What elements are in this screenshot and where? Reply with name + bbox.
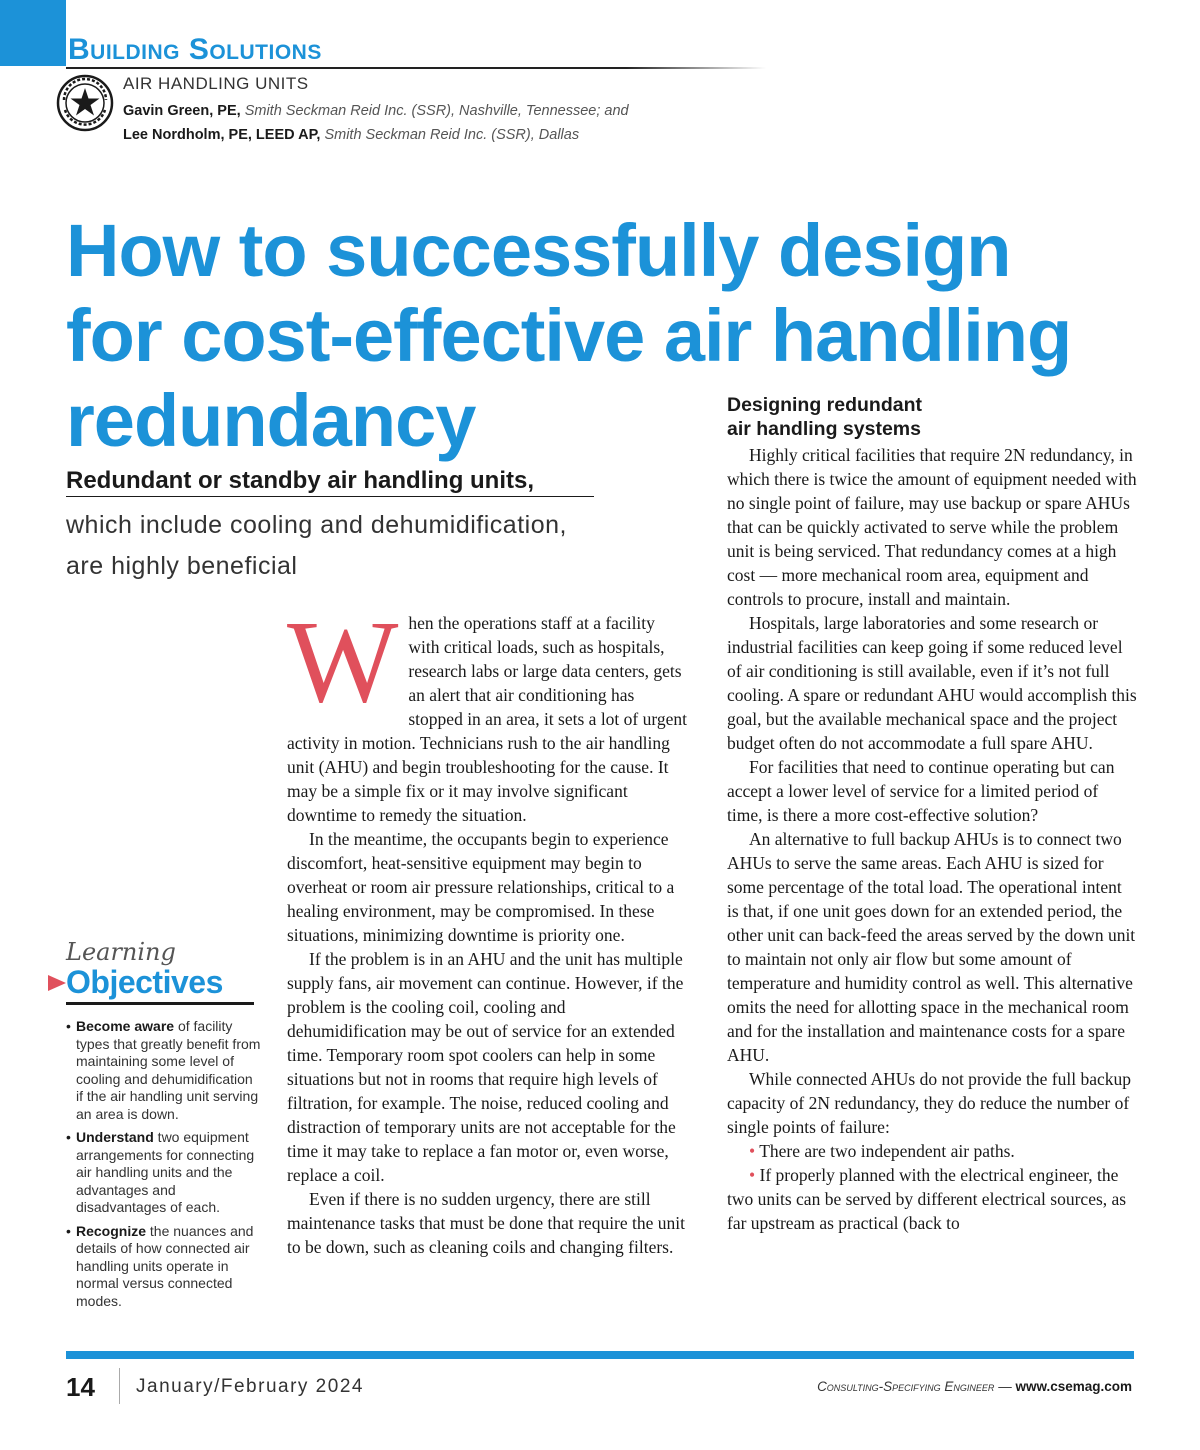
objective-text: the nuances and details of how connected air handling units operate in normal versus connected modes. bbox=[76, 1222, 254, 1309]
issue-date: January/February 2024 bbox=[136, 1376, 364, 1397]
objectives-title: Objectives bbox=[66, 964, 223, 1000]
author-name: Lee Nordholm, PE, LEED AP, bbox=[123, 127, 321, 143]
bullet-item bbox=[727, 1163, 1137, 1235]
body-paragraph: Even if there is no sudden urgency, there are still maintenance tasks that must be done that require the unit to be down, such as cleaning coils and changing filters. bbox=[287, 1189, 686, 1257]
bullet-dot-icon: • bbox=[749, 1141, 756, 1161]
subheading-line: Designing redundant bbox=[727, 394, 922, 416]
objective-lead: Become aware bbox=[76, 1018, 175, 1034]
bullet-text: There are two independent air paths. bbox=[759, 1141, 1015, 1161]
objective-lead: Understand bbox=[76, 1129, 154, 1145]
body-column-1 bbox=[287, 596, 688, 1259]
body-column-2 bbox=[727, 443, 1137, 1235]
deck-line: are highly beneficial bbox=[66, 552, 298, 580]
footer-separator: — bbox=[998, 1379, 1012, 1394]
website-link[interactable]: www.csemag.com bbox=[1015, 1379, 1132, 1394]
author-name: Gavin Green, PE, bbox=[123, 103, 241, 119]
body-paragraph bbox=[287, 596, 688, 827]
magazine-name: Consulting-Specifying Engineer bbox=[817, 1379, 995, 1394]
deck-bold: Redundant or standby air handling units, bbox=[66, 467, 535, 494]
deck-light bbox=[66, 505, 666, 587]
footer-credit bbox=[700, 1377, 1132, 1397]
deck-line: which include cooling and dehumidification, bbox=[66, 511, 567, 539]
objectives-list bbox=[66, 1018, 261, 1316]
drop-cap: W bbox=[287, 596, 399, 727]
subheading-line: air handling systems bbox=[727, 418, 921, 440]
bullet-text: If properly planned with the electrical engineer, the two units can be served by different electrical sources, as far upstream as practical (back to bbox=[727, 1165, 1127, 1233]
author-affiliation: Smith Seckman Reid Inc. (SSR), Nashville, Tennessee; and bbox=[244, 103, 629, 119]
subheading bbox=[727, 393, 1027, 441]
headline-line: How to successfully design bbox=[66, 209, 1011, 292]
body-paragraph: An alternative to full backup AHUs is to connect two AHUs to serve the same areas. Each AHU is sized for some percentage of the total load. The operational intent is that, if one unit goes down for an extended period, the other unit can back-feed the areas served by the down unit to maintain not only air flow but some amount of temperature and humidity control as well. This alternative omits the need for allotting space in the mechanical room and for the installation and maintenance costs for a spare AHU. bbox=[727, 829, 1136, 1065]
objective-item bbox=[66, 1018, 261, 1123]
body-paragraph: In the meantime, the occupants begin to experience discomfort, heat-sensitive equipment may begin to overheat or room air pressure relationships, critical to a healing environment, may be compromised. In these situations, minimizing downtime is priority one. bbox=[287, 829, 675, 945]
objective-item bbox=[66, 1129, 261, 1217]
headline-line: for cost-effective air handling bbox=[66, 294, 1072, 377]
author-line-1 bbox=[123, 101, 629, 121]
body-paragraph: While connected AHUs do not provide the full backup capacity of 2N redundancy, they do reduce the number of single points of failure: bbox=[727, 1069, 1131, 1137]
body-paragraph: Highly critical facilities that require 2N redundancy, in which there is twice the amount of equipment needed with no single point of failure, may use backup or spare AHUs that can be quickly activated to serve while the problem unit is being serviced. That redundancy comes at a high cost — more mechanical room area, equipment and controls to procure, install and maintain. bbox=[727, 445, 1137, 609]
page-number: 14 bbox=[66, 1372, 95, 1402]
footer-bar bbox=[66, 1351, 1134, 1359]
body-paragraph: For facilities that need to continue operating but can accept a lower level of service for a limited period of time, is there a more cost-effective solution? bbox=[727, 757, 1115, 825]
peer-reviewed-badge-icon bbox=[56, 74, 114, 132]
bullet-dot-icon: • bbox=[749, 1165, 756, 1185]
body-paragraph: Hospitals, large laboratories and some research or industrial facilities can keep going if some reduced level of air conditioning is still available, even if it’s not full cooling. A spare or redundant AHU would accomplish this goal, but the available mechanical space and the project budget often do not accommodate a full spare AHU. bbox=[727, 613, 1137, 753]
learning-title-script: Learning bbox=[66, 938, 176, 966]
header-rule bbox=[66, 67, 766, 69]
lead-text: hen the operations staff at a facility with critical loads, such as hospitals, research labs or large data centers, gets an alert that air conditioning has stopped in an area, it sets a lot of urgent activity in motion. Technicians rush to the air handling unit (AHU) and begin troubleshooting for the cause. It may be a simple fix or it may involve significant downtime to remedy the situation. bbox=[287, 613, 688, 825]
arrow-icon bbox=[48, 975, 66, 991]
deck-underline bbox=[66, 496, 594, 497]
objective-item bbox=[66, 1223, 261, 1311]
subsection-label: AIR HANDLING UNITS bbox=[123, 74, 309, 93]
section-title: Building Solutions bbox=[68, 33, 322, 66]
objective-text: of facility types that greatly benefit from maintaining some level of cooling and dehumidification if the air handling unit serving an area is down. bbox=[76, 1018, 261, 1122]
headline-line: redundancy bbox=[66, 379, 476, 462]
body-paragraph: If the problem is in an AHU and the unit has multiple supply fans, air movement can continue. However, if the problem is the cooling coil, cooling and dehumidification may be out of service for an extended time. Temporary room spot coolers can help in some situations but not in rooms that require high levels of filtration, for example. The noise, reduced cooling and distraction of temporary units are not acceptable for the time it may take to replace a fan motor or, even worse, replace a coil. bbox=[287, 949, 684, 1185]
objectives-rule bbox=[66, 1002, 254, 1005]
author-line-2 bbox=[123, 125, 579, 145]
objective-lead: Recognize bbox=[76, 1222, 147, 1239]
footer-divider bbox=[119, 1368, 120, 1404]
section-color-tab bbox=[0, 0, 66, 66]
bullet-item bbox=[727, 1139, 1137, 1163]
author-affiliation: Smith Seckman Reid Inc. (SSR), Dallas bbox=[324, 127, 580, 143]
objective-text: two equipment arrangements for connecting air handling units and the advantages and disadvantages of each. bbox=[76, 1129, 255, 1215]
